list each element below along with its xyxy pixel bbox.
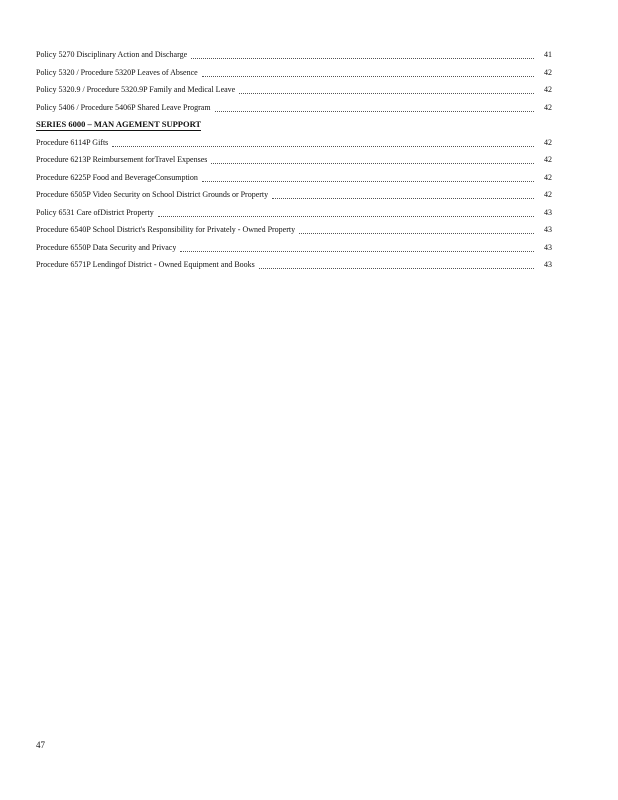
toc-leader-dots (202, 173, 534, 182)
toc-entry-title: Policy 5406 / Procedure 5406P Shared Leave Program (36, 102, 211, 112)
toc-entry-page: 42 (544, 85, 552, 95)
toc-entry-page: 42 (544, 190, 552, 200)
toc-entry[interactable] (36, 239, 552, 257)
toc-leader-dots (215, 103, 534, 112)
toc-section-heading[interactable] (36, 116, 552, 134)
toc-entry-page: 43 (544, 225, 552, 235)
page-number: 47 (36, 740, 45, 750)
toc-entry[interactable] (36, 99, 552, 117)
toc-entry-title: Procedure 6114P Gifts (36, 137, 109, 147)
toc-entry-page: 42 (544, 172, 552, 182)
toc-entry-title: Procedure 6571P Lendingof District - Owned Equipment and Books (36, 260, 255, 270)
toc-entry-page: 42 (544, 155, 552, 165)
toc-entry[interactable] (36, 221, 552, 239)
toc-entry-title: Procedure 6505P Video Security on School District Grounds or Property (36, 190, 269, 200)
toc-entry-title: Procedure 6540P School District's Responsibility for Privately - Owned Property (36, 225, 296, 235)
toc-leader-dots (239, 85, 534, 94)
toc-leader-dots (211, 155, 534, 164)
toc-entry-title: Policy 5320.9 / Procedure 5320.9P Family and Medical Leave (36, 85, 236, 95)
toc-entry-page: 43 (544, 242, 552, 252)
toc-entry-page: 42 (544, 67, 552, 77)
toc-entry[interactable] (36, 64, 552, 82)
toc-leader-dots (112, 138, 534, 147)
toc-entry-page: 42 (544, 137, 552, 147)
toc-entry-page: 41 (544, 50, 552, 60)
table-of-contents (36, 46, 552, 274)
toc-leader-dots (202, 68, 534, 77)
toc-leader-dots (191, 50, 534, 59)
toc-leader-dots (259, 260, 534, 269)
toc-entry[interactable] (36, 134, 552, 152)
toc-leader-dots (158, 208, 534, 217)
toc-entry-title: Policy 5320 / Procedure 5320P Leaves of Absence (36, 67, 198, 77)
toc-leader-dots (272, 190, 534, 199)
toc-entry[interactable] (36, 151, 552, 169)
toc-leader-dots (180, 243, 534, 252)
toc-entry-title: Procedure 6550P Data Security and Privacy (36, 242, 177, 252)
toc-entry-title: Policy 5270 Disciplinary Action and Discharge (36, 50, 188, 60)
toc-entry[interactable] (36, 256, 552, 274)
toc-entry-title: Procedure 6225P Food and BeverageConsumption (36, 172, 198, 182)
toc-entry[interactable] (36, 204, 552, 222)
toc-entry[interactable] (36, 186, 552, 204)
toc-entry-page: 43 (544, 207, 552, 217)
section-heading-title: SERIES 6000 – MAN AGEMENT SUPPORT (36, 118, 202, 129)
toc-entry[interactable] (36, 81, 552, 99)
toc-entry-title: Policy 6531 Care ofDistrict Property (36, 207, 154, 217)
toc-entry-title: Procedure 6213P Reimbursement forTravel Expenses (36, 155, 208, 165)
toc-leader-dots (299, 225, 534, 234)
toc-entry[interactable] (36, 46, 552, 64)
toc-entry-page: 43 (544, 260, 552, 270)
toc-entry[interactable] (36, 169, 552, 187)
toc-entry-page: 42 (544, 102, 552, 112)
